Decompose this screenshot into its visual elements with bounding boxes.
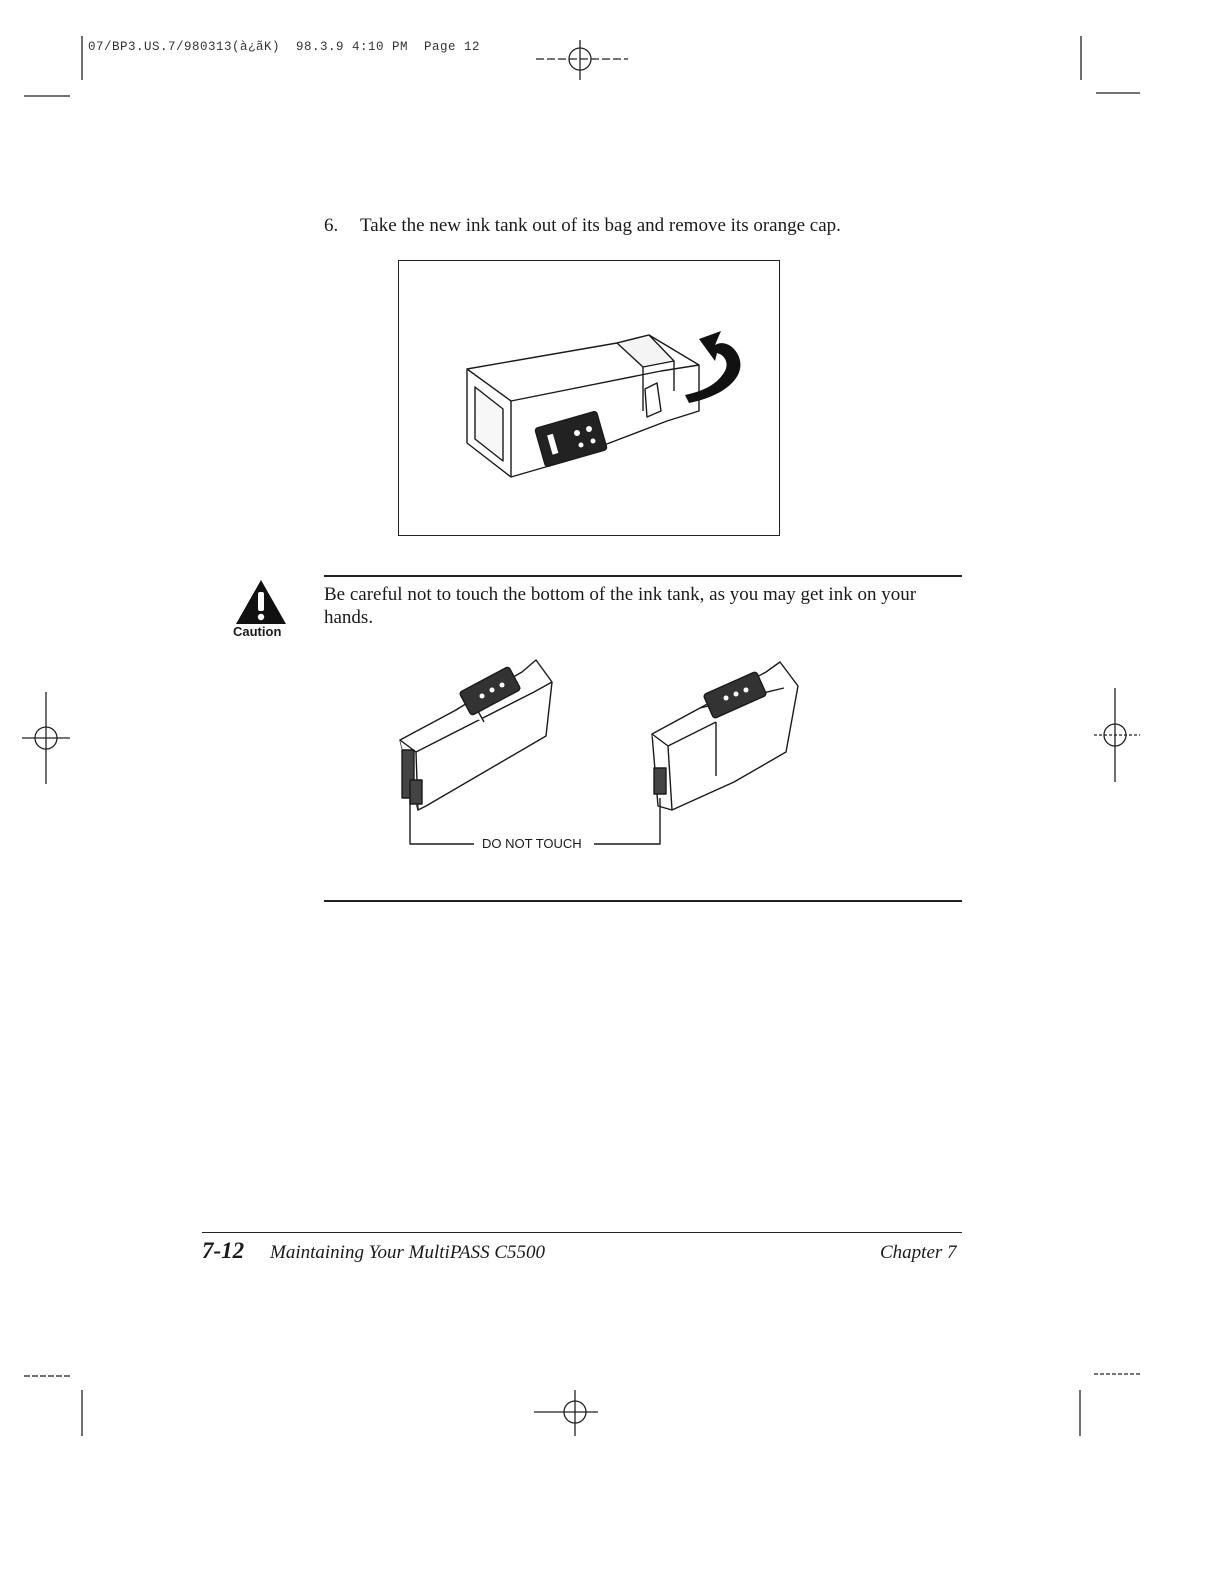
instruction-step xyxy=(324,215,841,237)
ink-tanks-do-not-touch-illustration xyxy=(396,652,816,852)
ink-tank-remove-cap-illustration xyxy=(399,261,779,535)
caution-label: Caution xyxy=(233,624,282,639)
caution-bottom-rule xyxy=(324,900,962,902)
caution-triangle-icon xyxy=(234,578,288,626)
print-slug-header: 07/BP3.US.7/980313(à¿ãK) 98.3.9 4:10 PM Page 12 xyxy=(88,40,481,54)
step-number: 6. xyxy=(324,215,339,236)
footer-chapter: Chapter 7 xyxy=(880,1242,957,1263)
step-text: Take the new ink tank out of its bag and remove its orange cap. xyxy=(360,215,841,236)
caution-top-rule xyxy=(324,575,962,577)
footer-title: Maintaining Your MultiPASS C5500 xyxy=(270,1242,546,1263)
footer-rule xyxy=(202,1232,962,1233)
footer-page-number: 7-12 xyxy=(202,1238,245,1263)
caution-text: Be careful not to touch the bottom of the ink tank, as you may get ink on your hands. xyxy=(324,584,917,628)
figure-ink-tank-cap xyxy=(398,260,780,536)
do-not-touch-callout: DO NOT TOUCH xyxy=(482,836,582,851)
